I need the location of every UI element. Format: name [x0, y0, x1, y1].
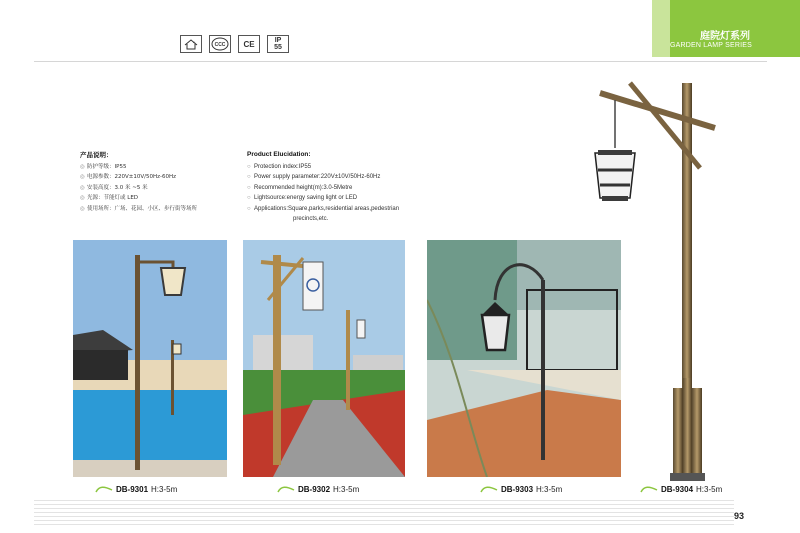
header-accent-light — [652, 0, 670, 57]
spec-en-item: ○ Recommended height(m):3.0-5Metre — [247, 184, 353, 191]
product-caption — [640, 485, 722, 494]
svg-text:+: + — [193, 40, 196, 45]
brand-logo-icon — [95, 486, 113, 494]
spec-en-item: ○ Lightsource:energy saving light or LED — [247, 195, 358, 201]
brand-logo-icon — [277, 486, 295, 494]
footer-stripes — [34, 500, 734, 528]
spec-cn-item: ◎ 光源：节能灯或 LED — [80, 195, 139, 201]
page-number: 93 — [734, 511, 745, 521]
spec-cn-item: ◎ 使用场所：广场、花园、小区、步行街等场所 — [80, 205, 198, 212]
brand-logo-icon — [640, 486, 658, 494]
spec-en-item: ○ Power supply parameter:220V±10V/50Hz-60Hz — [247, 174, 381, 180]
spec-en-continuation: precincts,etc. — [293, 216, 329, 222]
product-caption — [277, 485, 359, 494]
product-caption — [95, 485, 177, 494]
product-height: H:3-5m — [536, 485, 563, 494]
svg-text:CCC: CCC — [214, 42, 226, 48]
product-code: DB-9301 — [116, 485, 149, 494]
product-photo-db-9302 — [243, 240, 405, 477]
product-code: DB-9303 — [501, 485, 534, 494]
product-caption — [480, 485, 562, 494]
brand-logo-icon — [480, 486, 498, 494]
series-title-cn: 庭院灯系列 — [700, 31, 750, 42]
ce-icon: CE — [238, 35, 260, 53]
series-title-en: GARDEN LAMP SERIES — [669, 42, 752, 49]
spec-en-item: ○ Applications:Square,parks,residential areas,pedestrian — [247, 205, 400, 212]
product-description-en — [247, 150, 399, 225]
spec-cn-heading: 产品说明： — [80, 151, 113, 159]
spec-en-heading: Product Elucidation: — [247, 151, 311, 158]
ip-rating: 55 — [274, 44, 282, 51]
ip-label: IP — [274, 37, 282, 44]
spec-cn-item: ◎ 安装高度：3.0 米 ~5 米 — [80, 184, 148, 191]
product-height: H:3-5m — [696, 485, 723, 494]
product-code: DB-9302 — [298, 485, 331, 494]
product-description-cn — [80, 150, 197, 214]
ccc-icon — [209, 35, 231, 53]
certification-icons — [180, 35, 289, 53]
ip55-icon — [267, 35, 289, 53]
product-height: H:3-5m — [333, 485, 360, 494]
product-code: DB-9304 — [661, 485, 694, 494]
product-photo-db-9301 — [73, 240, 227, 477]
house-icon — [180, 35, 202, 53]
spec-cn-item: ◎ 电源参数：220V±10V/50Hz-60Hz — [80, 174, 177, 180]
product-height: H:3-5m — [151, 485, 178, 494]
header-divider — [34, 61, 767, 62]
product-photo-db-9303 — [427, 240, 621, 477]
spec-cn-item: ◎ 防护等级：IP55 — [80, 163, 127, 170]
spec-en-item: ○ Protection index:IP55 — [247, 163, 312, 170]
